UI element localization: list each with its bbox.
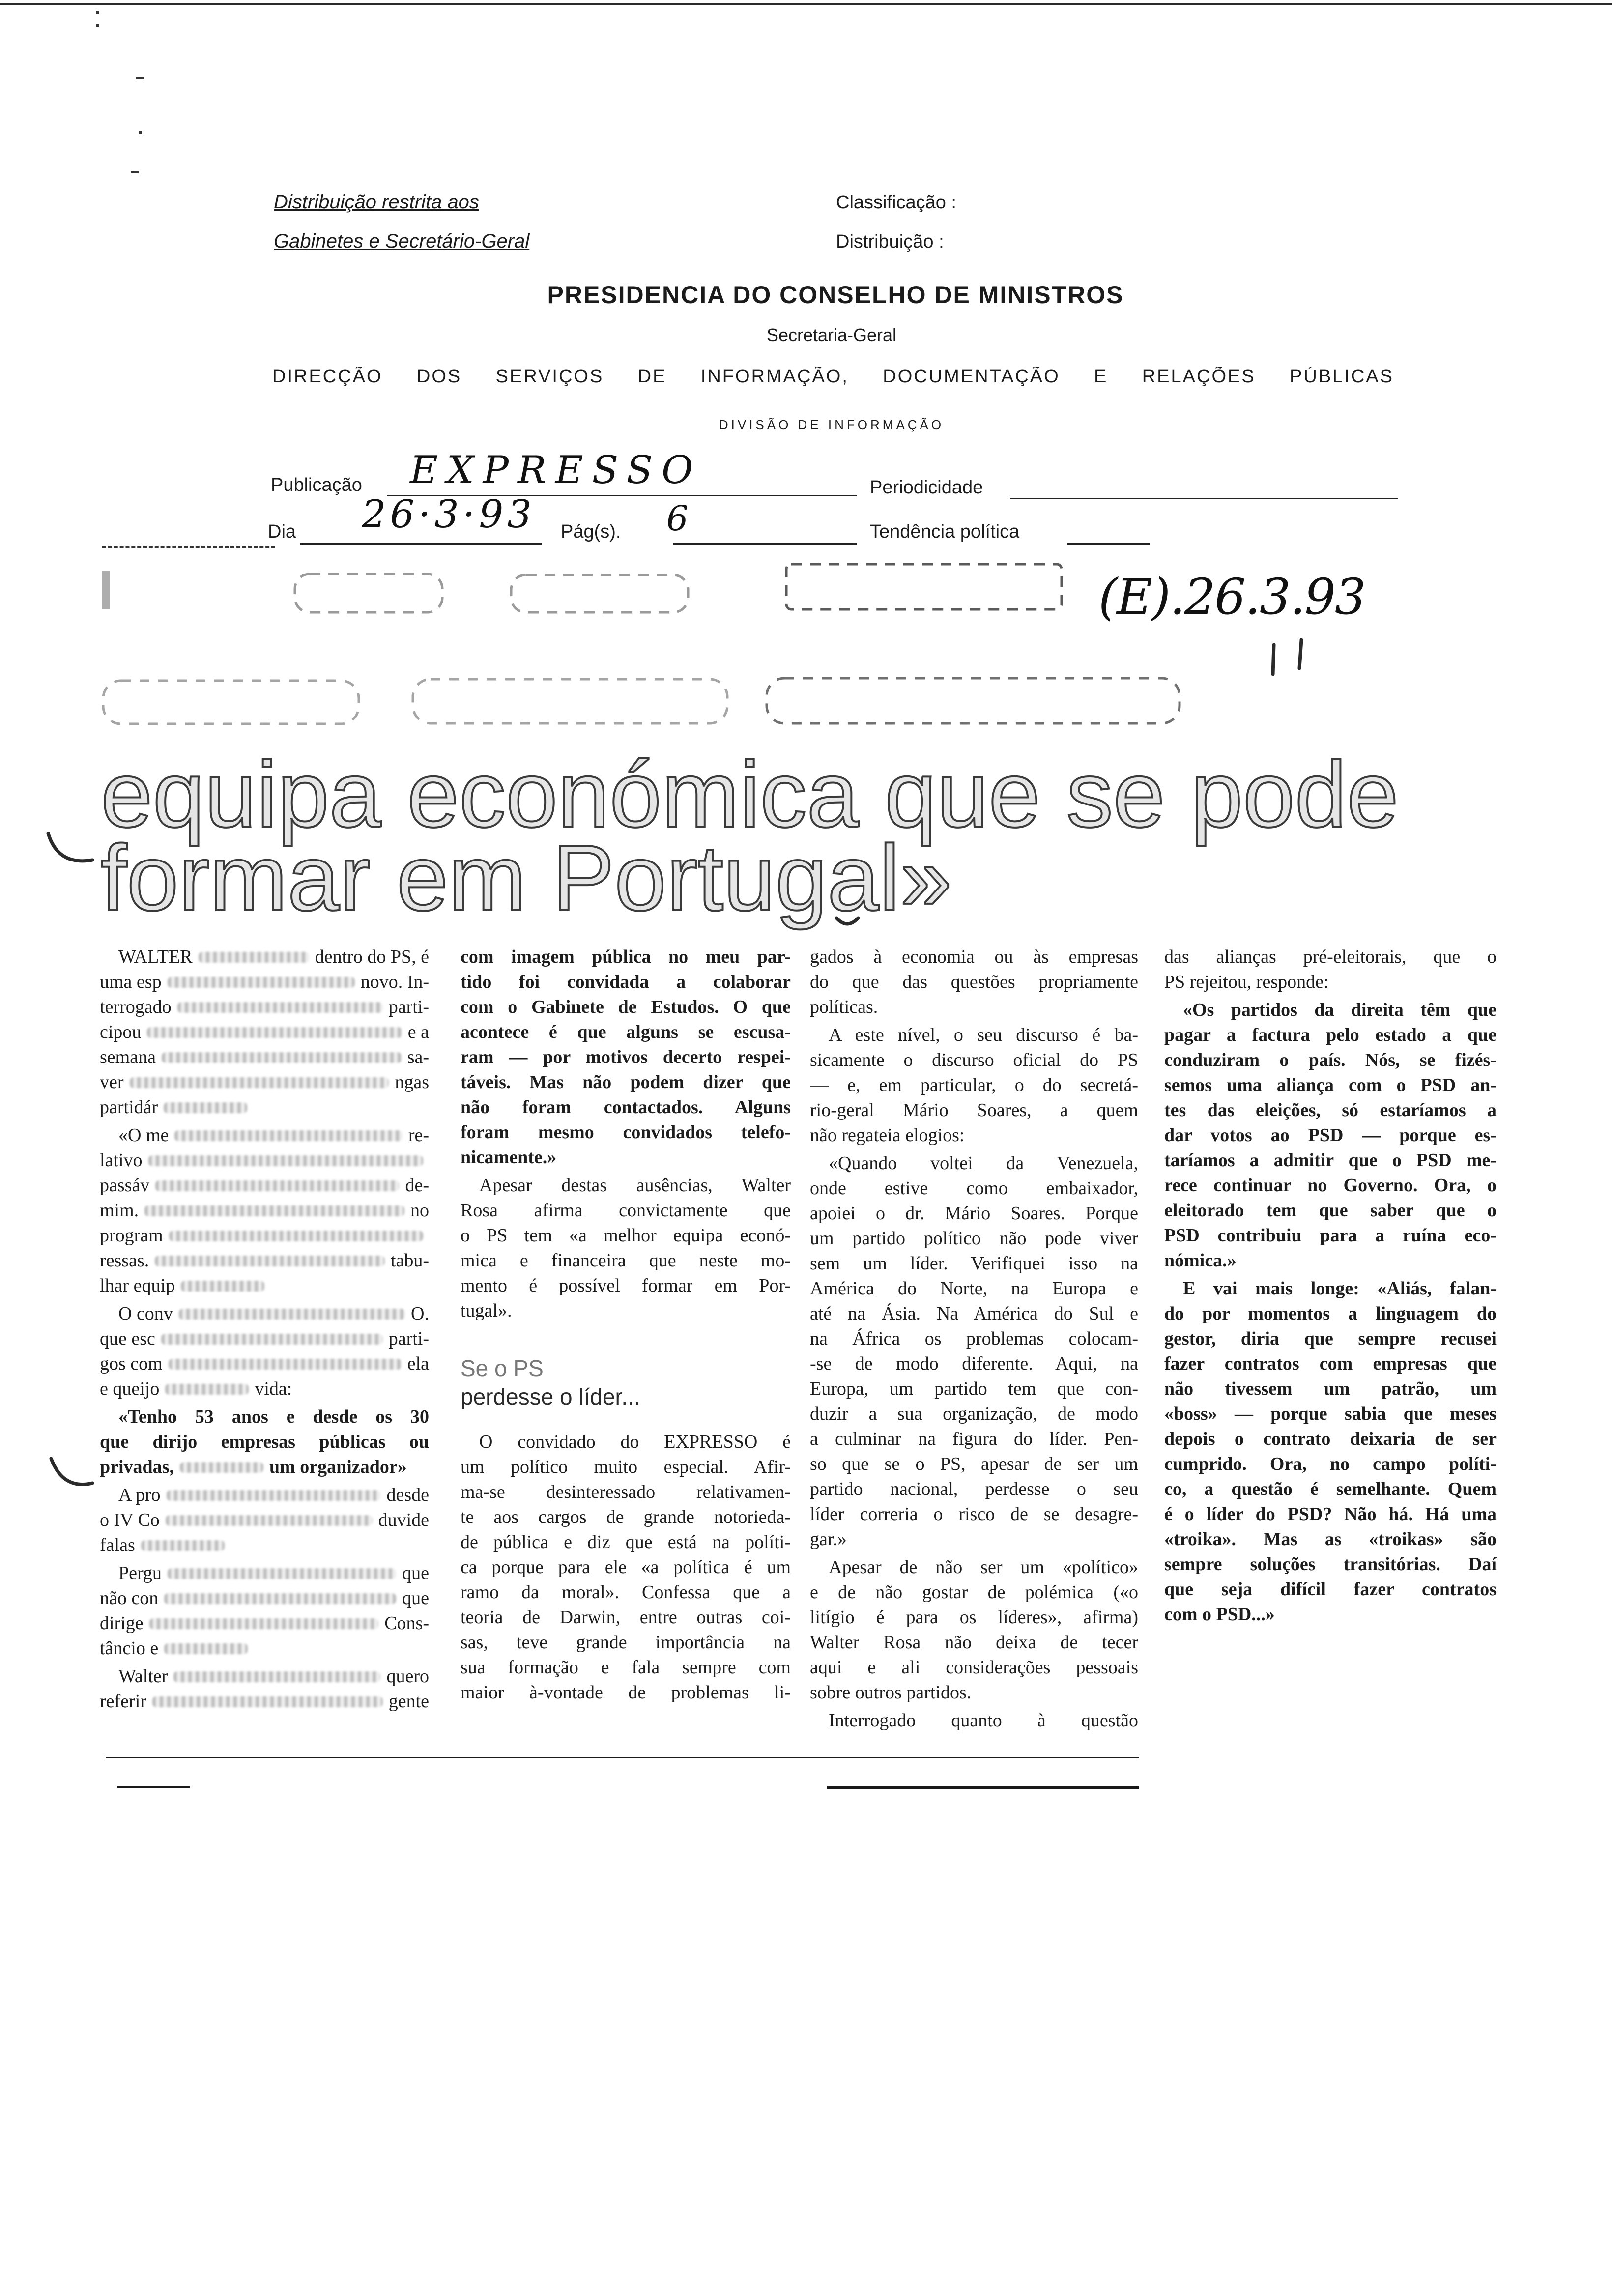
text-line: Europa, um partido tem que con- [810,1378,1138,1399]
text-line: foram mesmo convidados telefo- [461,1122,791,1143]
text-fragment: ressas. [100,1250,149,1271]
illegible-smudge [155,1256,385,1266]
text-line [100,995,429,1020]
illegible-smudge [177,1002,383,1013]
text-line: eleitorado tem que saber que o [1164,1200,1497,1221]
text-line: políticas. [810,997,878,1017]
text-fragment: novo. In- [360,972,429,992]
text-line: aqui e ali considerações pessoais [810,1657,1138,1678]
headline-line: formar em Portugal» [101,826,952,930]
illegible-smudge [166,1515,373,1526]
text-line: e de não gostar de polémica («o [810,1582,1138,1603]
paragraph [100,1561,429,1661]
text-fragment: lativo [100,1150,143,1171]
paragraph [810,1708,1138,1733]
text-line: «Quando voltei da Venezuela, [829,1153,1138,1174]
text-fragment: parti- [388,997,429,1017]
illegible-headline-line [102,564,1062,612]
text-line: não tivessem um patrão, um [1164,1378,1497,1399]
text-fragment: o IV Co [100,1510,160,1530]
text-line: A este nível, o seu discurso é ba- [829,1025,1138,1045]
text-line [100,1326,429,1351]
paragraph [461,1430,791,1705]
illegible-smudge [155,1180,399,1191]
publication-label: Publicação [271,475,362,495]
text-line: O convidado do EXPRESSO é [479,1432,791,1452]
text-line [100,1273,429,1298]
illegible-smudge [149,1618,379,1629]
text-fragment: referir [100,1691,146,1712]
text-fragment: que esc [100,1328,155,1349]
text-line [100,1095,429,1120]
text-fragment: cipou [100,1022,142,1042]
illegible-smudge [162,1052,402,1063]
article-column [1164,945,1497,1627]
text-fragment: quero [386,1666,429,1687]
text-line [100,1636,429,1661]
text-line: táveis. Mas não podem dizer que [461,1072,791,1092]
article-column [461,945,791,1705]
illegible-smudge [164,1643,248,1654]
illegible-smudge [168,977,355,988]
text-line [100,1070,429,1095]
text-fragment: gente [388,1691,429,1712]
text-line: ca porque para ele «a política é um [461,1557,791,1578]
text-line [100,1123,429,1148]
text-line: na África os problemas colocam- [810,1328,1138,1349]
text-fragment: vida: [255,1378,292,1399]
illegible-smudge [167,1490,381,1501]
text-fragment: dentro do PS, é [315,947,429,967]
text-fragment: partidár [100,1097,158,1118]
illegible-smudge [199,952,309,963]
illegible-smudge [152,1696,383,1707]
text-line: «Tenho 53 anos e desde os 30 [118,1406,429,1427]
text-line: taríamos a admitir que o PSD me- [1164,1150,1497,1171]
pages-field-line [673,543,857,545]
text-fragment: ver [100,1072,124,1092]
text-line: apoiei o dr. Mário Soares. Porque [810,1203,1138,1224]
text-line: gados à economia ou às empresas [810,947,1138,967]
illegible-smudge [174,1130,402,1141]
text-fragment: program [100,1225,163,1246]
text-line: pagar a factura pelo estado a que [1164,1025,1497,1045]
text-line: ma-se desinteressado relativamen- [461,1482,791,1502]
illegible-smudge [148,1155,423,1166]
text-fragment: O. [411,1303,429,1324]
text-line: um político muito especial. Afir- [461,1457,791,1477]
text-line [100,1508,429,1533]
text-line [100,970,429,995]
text-line: com o Gabinete de Estudos. O que [461,997,791,1017]
day-label: Dia [268,521,296,542]
text-line: co, a questão é semelhante. Quem [1164,1479,1497,1499]
illegible-smudge [141,1540,225,1551]
text-fragment: privadas, [100,1457,174,1477]
illegible-smudge [173,1671,380,1682]
paragraph [1164,1276,1497,1627]
distribution-label: Distribuição : [836,231,944,252]
text-line: depois o contrato deixaria de ser [1164,1429,1497,1449]
headline-line: equipa económica que se pode [101,743,1399,847]
subheading [461,1354,791,1411]
text-line: so que se o PS, apesar de ser um [810,1454,1138,1474]
secretariat-title: Secretaria-Geral [766,325,897,345]
text-line [100,1377,429,1402]
political-tendency-label: Tendência política [870,521,1020,542]
paragraph [461,1173,791,1323]
text-fragment: falas [100,1535,135,1555]
political-tendency-field-line [1067,543,1150,545]
text-line: sicamente o discurso oficial do PS [810,1050,1138,1070]
text-line: até na Ásia. Na América do Sul e [810,1303,1138,1324]
text-fragment: A pro [118,1485,161,1505]
text-fragment: no [410,1200,429,1221]
text-line: «Os partidos da direita têm que [1183,1000,1497,1020]
text-line [100,1173,429,1198]
text-line: dar votos ao PSD — porque es- [1164,1125,1497,1146]
text-line: Interrogado quanto à questão [829,1710,1138,1731]
text-line: ram — por motivos decerto respei- [461,1047,791,1067]
text-fragment: parti- [388,1328,429,1349]
division-title: DIVISÃO DE INFORMAÇÃO [719,417,945,432]
text-line: onde estive como embaixador, [810,1178,1138,1199]
text-fragment: tâncio e [100,1638,159,1659]
column-end-rule [827,1786,1139,1789]
text-line: rio-geral Mário Soares, a quem [810,1100,1138,1120]
text-line: litígio é para os líderes», afirma) [810,1607,1138,1628]
subheading-line: Se o PS [461,1355,544,1381]
text-line: PS rejeitou, responde: [1164,972,1329,992]
text-line: de pública e diz que está na políti- [461,1532,791,1552]
text-fragment: terrogado [100,997,172,1017]
paragraph [810,945,1138,1020]
text-fragment: semana [100,1047,156,1067]
paragraph [461,945,791,1170]
text-fragment: que [402,1588,429,1608]
text-fragment: um organizador» [269,1457,407,1477]
paragraph [100,945,429,1120]
text-line: do por momentos a linguagem do [1164,1303,1497,1324]
paragraph [100,1301,429,1402]
pages-value: 6 [666,498,689,539]
scan-specks [96,11,144,173]
distribution-restriction-line1: Distribuição restrita aos [274,191,479,213]
text-line: não foram contactados. Alguns [461,1097,791,1118]
text-line: sua formação e fala sempre com [461,1657,791,1678]
text-fragment: ngas [395,1072,429,1092]
text-line: gar.» [810,1529,847,1550]
handwritten-date-annotation: (E).26.3.93 [1098,568,1365,626]
paragraph [100,1405,429,1480]
illegible-smudge [179,1309,405,1320]
text-line: Walter Rosa não deixa de tecer [810,1632,1138,1653]
text-line: é o líder do PSD? Não há. Há uma [1164,1504,1497,1524]
illegible-smudge [147,1027,402,1038]
text-line [100,945,429,970]
text-line [100,1223,429,1248]
text-line: mica e financeira que neste mo- [461,1250,791,1271]
text-fragment: O conv [118,1303,173,1324]
text-fragment: WALTER [118,947,193,967]
illegible-smudge [144,1205,404,1216]
text-line [100,1148,429,1173]
text-fragment: que [402,1563,429,1583]
illegible-smudge [180,1462,263,1473]
ministry-title: PRESIDENCIA DO CONSELHO DE MINISTROS [547,281,1124,309]
text-fragment: e a [407,1022,429,1042]
text-line [100,1533,429,1558]
text-line: fazer contratos com empresas que [1164,1353,1497,1374]
pages-label: Pág(s). [561,521,621,542]
illegible-smudge [161,1334,383,1345]
publication-value: EXPRESSO [410,448,702,492]
text-fragment: re- [408,1125,429,1146]
text-line [100,1561,429,1586]
text-fragment: não con [100,1588,159,1608]
text-line: com imagem pública no meu par- [461,947,791,967]
text-line: do que das questões propriamente [810,972,1138,992]
text-fragment: duvide [378,1510,429,1530]
text-line: partido nacional, perdesse o seu [810,1479,1138,1499]
text-line [100,1664,429,1689]
text-fragment: de- [405,1175,429,1196]
illegible-smudge [168,1568,396,1579]
text-line [100,1586,429,1611]
illegible-smudge [165,1384,249,1395]
text-fragment: passáv [100,1175,150,1196]
text-line: maior à-vontade de problemas li- [461,1682,791,1703]
text-line: tugal». [461,1300,512,1321]
text-line: E vai mais longe: «Aliás, falan- [1183,1278,1497,1299]
article-column [100,945,429,1714]
day-field-line [300,543,542,545]
scan-edge-line [0,3,1612,5]
text-line: -se de modo diferente. Aqui, na [810,1353,1138,1374]
paragraph [810,1023,1138,1148]
text-line: sem um líder. Verifiquei isso na [810,1253,1138,1274]
periodicity-label: Periodicidade [870,477,983,498]
text-line: que seja difícil fazer contratos [1164,1579,1497,1600]
distribution-restriction-line2: Gabinetes e Secretário-Geral [274,230,530,252]
text-line: PSD contribuiu para a ruína eco- [1164,1225,1497,1246]
text-line: tes das eleições, só estaríamos a [1164,1100,1497,1120]
text-fragment: gos com [100,1353,163,1374]
column-end-rule [106,1757,1139,1758]
text-line: América do Norte, na Europa e [810,1278,1138,1299]
text-line: duzir a sua organização, de modo [810,1404,1138,1424]
paragraph [1164,998,1497,1273]
text-line: semos uma aliança com o PSD an- [1164,1075,1497,1095]
text-line: gestor, diria que sempre recusei [1164,1328,1497,1349]
directorate-title: DIRECÇÃO DOS SERVIÇOS DE INFORMAÇÃO, DOCUMENTAÇÃO E RELAÇÕES PÚBLICAS [272,367,1394,387]
text-line: mento é possível formar em Por- [461,1275,791,1296]
text-line: rece continuar no Governo. Ora, o [1164,1175,1497,1196]
text-line: sas, teve grande importância na [461,1632,791,1653]
text-line [100,1248,429,1273]
illegible-smudge [169,1359,402,1370]
text-line: nicamente.» [461,1147,557,1168]
text-line: que dirijo empresas públicas ou [100,1432,429,1452]
text-fragment: lhar equip [100,1275,175,1296]
paragraph [1164,945,1497,995]
text-line [100,1198,429,1223]
text-fragment: dirige [100,1613,144,1634]
paragraph [100,1123,429,1298]
text-line: Apesar de não ser um «político» [829,1557,1138,1578]
text-fragment: e queijo [100,1378,160,1399]
text-line: cumprido. Ora, no campo políti- [1164,1454,1497,1474]
text-line: não regateia elogios: [810,1125,965,1146]
text-line: acontece é que alguns se escusa- [461,1022,791,1042]
day-value: 26·3·93 [362,492,536,537]
paragraph [100,1483,429,1558]
text-fragment: Cons- [384,1613,429,1634]
text-fragment: «O me [118,1125,169,1146]
text-line: Rosa afirma convictamente que [461,1200,791,1221]
text-line: «boss» — porque sabia que meses [1164,1404,1497,1424]
text-line: «troika». Mas as «troikas» são [1164,1529,1497,1550]
text-fragment: ela [407,1353,429,1374]
classification-label: Classificação : [836,192,956,213]
text-line: teoria de Darwin, entre outras coi- [461,1607,791,1628]
paragraph [810,1555,1138,1705]
article-column [810,945,1138,1733]
text-line: conduziram o país. Nós, se fizés- [1164,1050,1497,1070]
illegible-headline-line [103,678,1180,724]
text-line: nómica.» [1164,1250,1237,1271]
text-line: o PS tem «a melhor equipa econó- [461,1225,791,1246]
illegible-smudge [164,1102,247,1113]
text-line: tido foi convidada a colaborar [461,972,791,992]
text-line: a culminar na figura do líder. Pen- [810,1429,1138,1449]
column-end-rule [117,1786,190,1788]
text-fragment: Pergu [118,1563,162,1583]
text-line [100,1045,429,1070]
text-fragment: mim. [100,1200,139,1221]
text-line [100,1455,429,1480]
text-fragment: tabu- [390,1250,429,1271]
text-line [100,1611,429,1636]
paragraph [100,1664,429,1714]
text-line: líder correria o risco de se desagre- [810,1504,1138,1524]
illegible-smudge [130,1077,389,1088]
text-line: te aos cargos de grande notorieda- [461,1507,791,1527]
illegible-smudge [169,1231,423,1241]
text-line [100,1020,429,1045]
periodicity-field-line [1010,498,1398,499]
subheading-line: perdesse o líder... [461,1384,640,1409]
text-line: sempre soluções transitórias. Daí [1164,1554,1497,1575]
text-line: das alianças pré-eleitorais, que o [1164,947,1497,967]
text-fragment: desde [386,1485,429,1505]
text-fragment: sa- [407,1047,429,1067]
text-line: com o PSD...» [1164,1604,1275,1625]
text-line [100,1301,429,1326]
illegible-smudge [181,1281,264,1292]
text-line: — e, em particular, o do secretá- [810,1075,1138,1095]
text-line [100,1689,429,1714]
illegible-smudge [164,1593,396,1604]
text-line: Apesar destas ausências, Walter [479,1175,791,1196]
text-line [100,1351,429,1377]
text-line: ramo da moral». Confessa que a [461,1582,791,1603]
text-line [100,1483,429,1508]
text-line: um partido político não pode viver [810,1228,1138,1249]
clipping-divider [102,546,275,548]
text-line: sobre outros partidos. [810,1682,972,1703]
paragraph [810,1151,1138,1552]
text-fragment: Walter [118,1666,168,1687]
text-fragment: uma esp [100,972,162,992]
